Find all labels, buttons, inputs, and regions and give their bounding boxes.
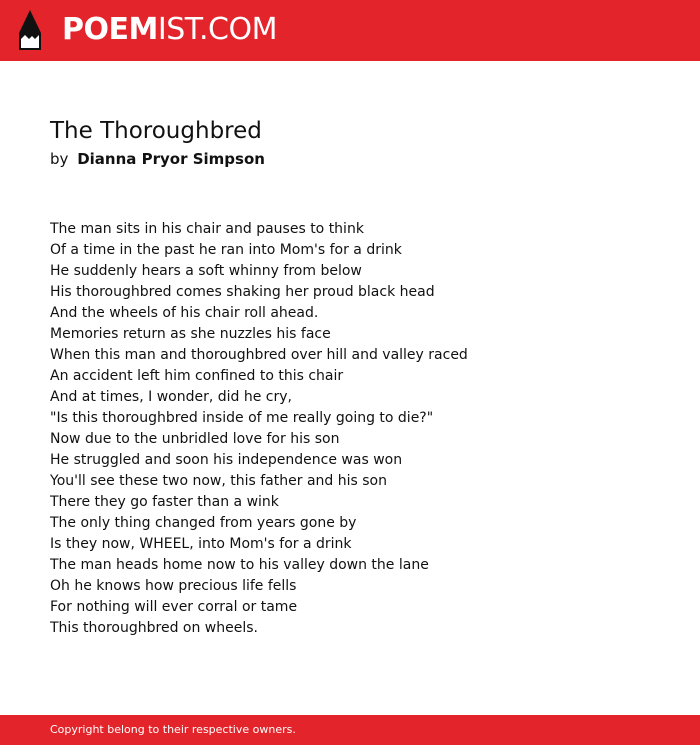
poem-line: The man sits in his chair and pauses to think	[50, 221, 364, 237]
poem-line: He struggled and soon his independence was won	[50, 452, 403, 468]
poem-line: Of a time in the past he ran into Mom's for a drink	[50, 242, 402, 258]
site-header	[0, 0, 700, 61]
poem-line: His thoroughbred comes shaking her proud black head	[50, 284, 435, 300]
poem-line: The man heads home now to his valley down the lane	[50, 557, 429, 573]
poem-line: Now due to the unbridled love for his son	[50, 431, 340, 447]
poem-line: And the wheels of his chair roll ahead.	[50, 305, 319, 321]
poem-line: Is they now, WHEEL, into Mom's for a drink	[50, 536, 352, 552]
poem-title: The Thoroughbred	[50, 118, 262, 144]
poem-line: You'll see these two now, this father and his son	[50, 473, 387, 489]
site-logo-link[interactable]	[62, 12, 277, 48]
poem-byline	[50, 149, 265, 169]
poem-line: For nothing will ever corral or tame	[50, 599, 298, 615]
poem-line: Oh he knows how precious life fells	[50, 578, 297, 594]
pencil-tip-icon[interactable]	[17, 9, 43, 51]
copyright-notice: Copyright belong to their respective owners.	[50, 723, 296, 736]
poem-text	[50, 219, 468, 639]
logo-text-bold: POEM	[62, 12, 158, 47]
site-footer	[0, 715, 700, 745]
poem-line: An accident left him confined to this chair	[50, 368, 344, 384]
logo-text-light: IST.COM	[157, 12, 277, 47]
poem-line: "Is this thoroughbred inside of me really going to die?"	[50, 410, 434, 426]
poem-line: Memories return as she nuzzles his face	[50, 326, 331, 342]
poem-line: There they go faster than a wink	[50, 494, 279, 510]
author-name: Dianna Pryor Simpson	[77, 150, 265, 168]
poem-line: He suddenly hears a soft whinny from below	[50, 263, 362, 279]
poem-line: This thoroughbred on wheels.	[50, 620, 258, 636]
by-label: by	[50, 150, 69, 168]
poem-line: When this man and thoroughbred over hill and valley raced	[50, 347, 468, 363]
poem-line: And at times, I wonder, did he cry,	[50, 389, 292, 405]
poem-line: The only thing changed from years gone by	[50, 515, 357, 531]
